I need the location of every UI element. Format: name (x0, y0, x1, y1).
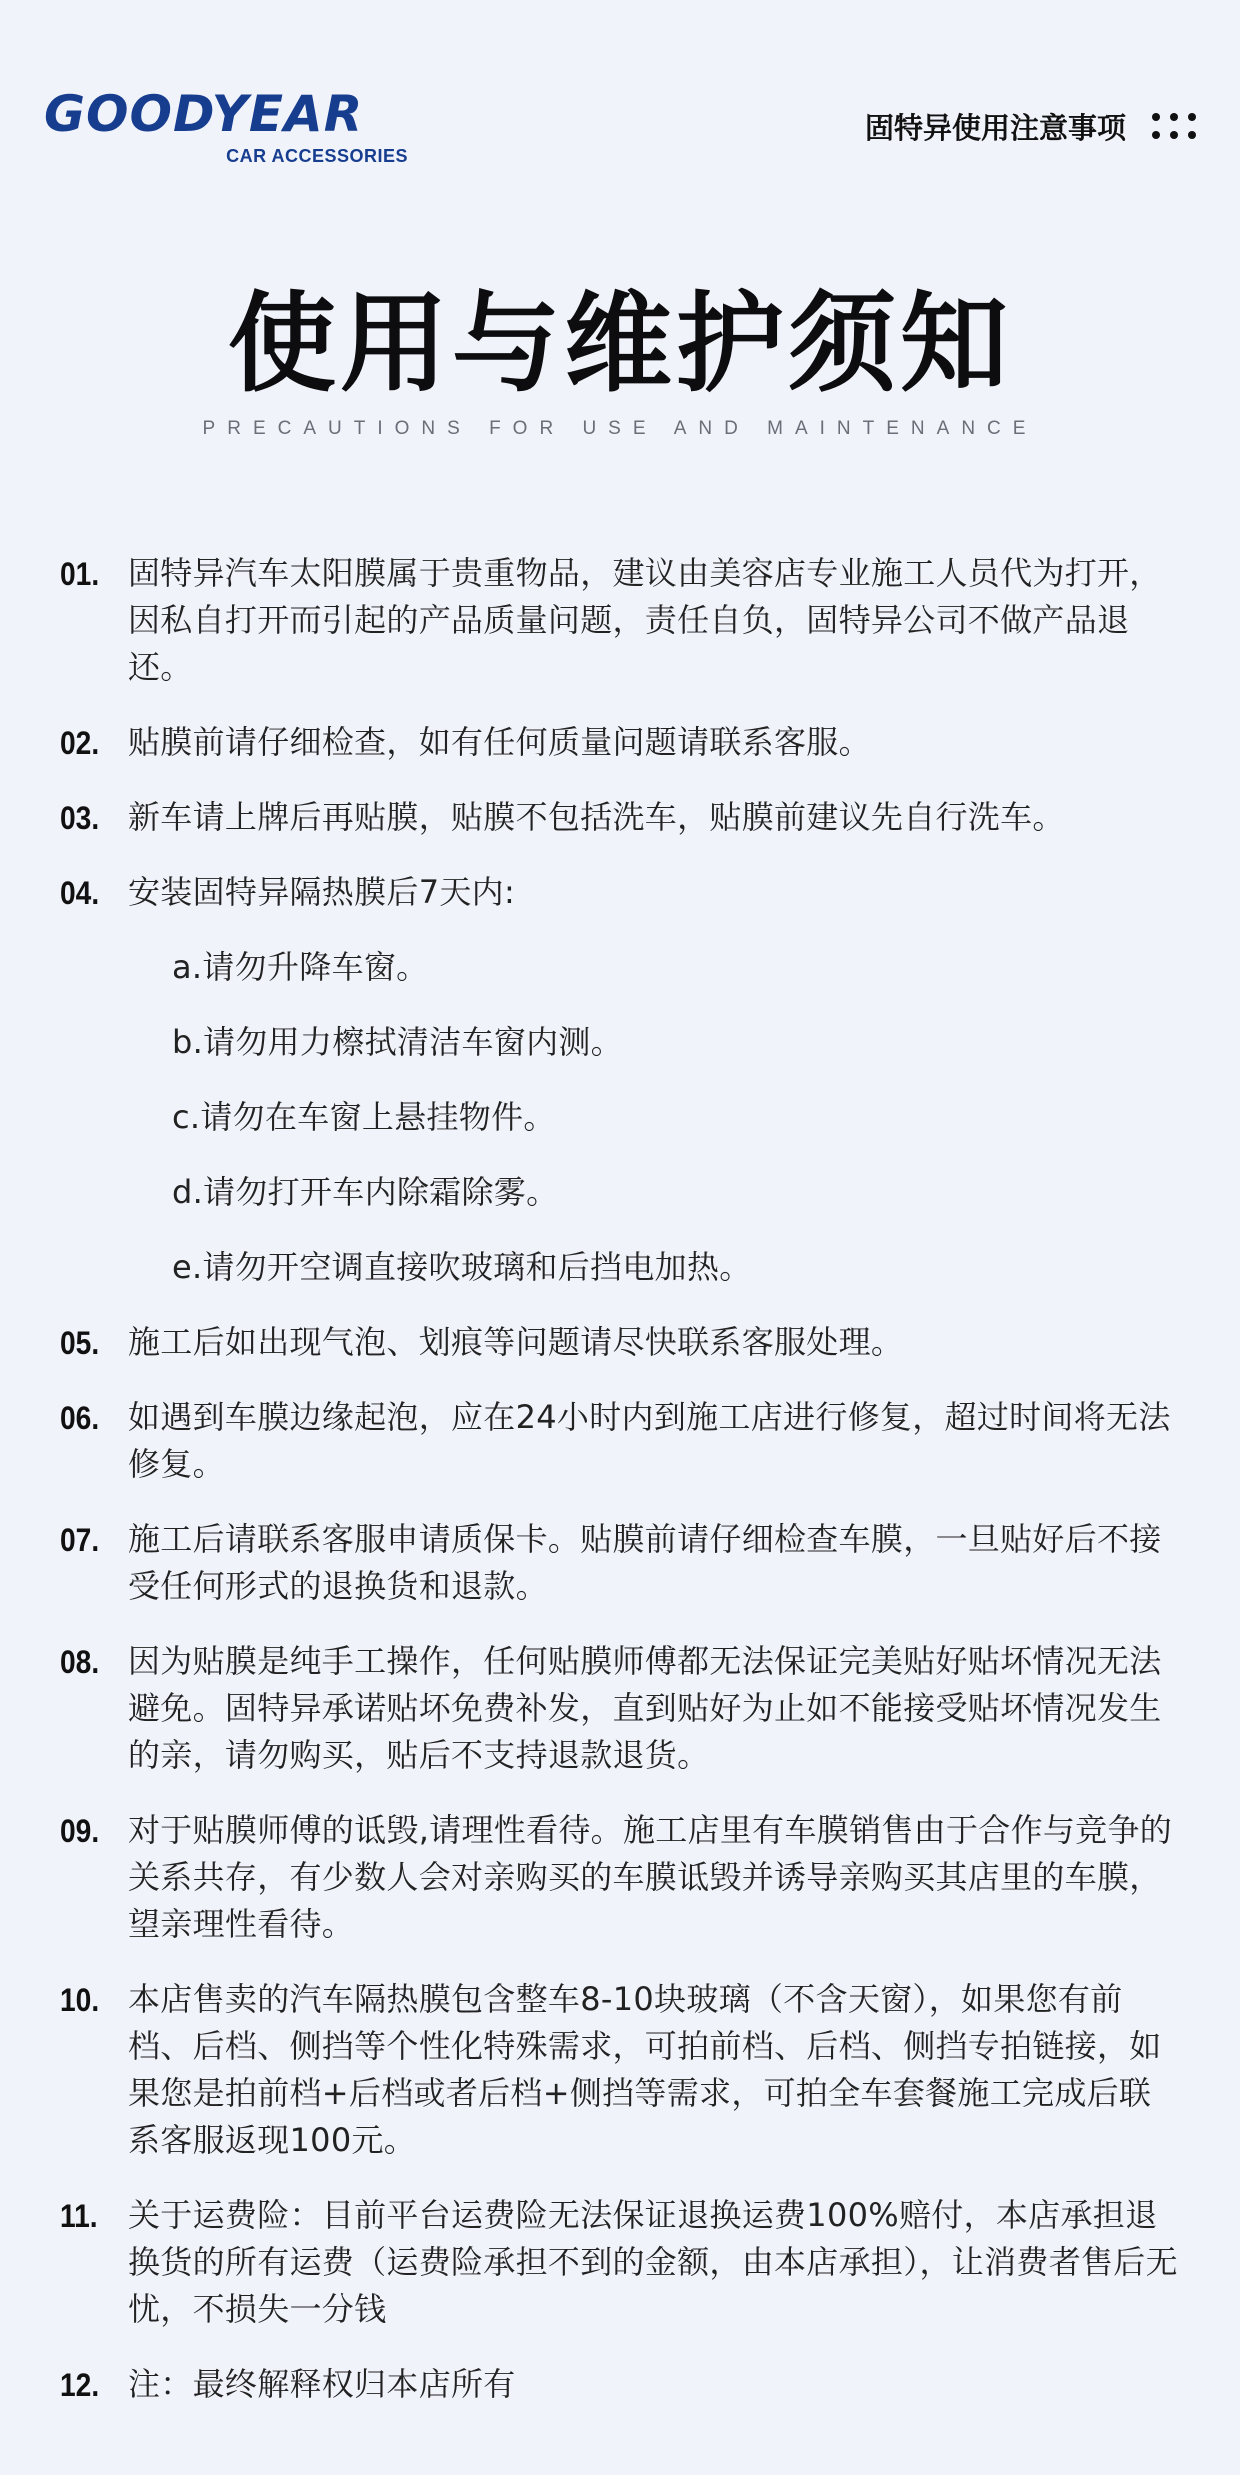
page-header (0, 0, 1240, 180)
item-text: 施工后如出现气泡、划痕等问题请尽快联系客服处理。 (128, 1323, 904, 1361)
item-text: 因为贴膜是纯手工操作，任何贴膜师傅都无法保证完美贴好贴坏情况无法避免。固特异承诺贴坏免费补发，直到贴好为止如不能接受贴坏情况发生的亲，请勿购买，贴后不支持退款退货。 (128, 1642, 1162, 1774)
winged-foot-icon (229, 104, 285, 144)
list-item (60, 1976, 1180, 2164)
list-item (60, 1394, 1180, 1488)
item-number: 03. (60, 800, 100, 836)
brand-subtitle: CAR ACCESSORIES (226, 146, 408, 166)
item-text: 对于贴膜师傅的诋毁,请理性看待。施工店里有车膜销售由于合作与竞争的关系共存，有少数人会对亲购买的车膜诋毁并诱导亲购买其店里的车膜，望亲理性看待。 (128, 1811, 1173, 1943)
item-number: 10. (60, 1982, 100, 2018)
item-text: 贴膜前请仔细检查，如有任何质量问题请联系客服。 (128, 723, 871, 761)
item-number: 06. (60, 1400, 100, 1436)
goodyear-logo (44, 84, 416, 174)
precautions-list (60, 550, 1180, 2436)
header-title: 固特异使用注意事项 (864, 111, 1126, 145)
sub-list-item: b.请勿用力檫拭清洁车窗内测。 (172, 1023, 623, 1061)
list-item (60, 719, 1180, 766)
item-text: 注：最终解释权归本店所有 (128, 2365, 516, 2403)
menu-dot (1152, 113, 1160, 121)
item-text: 关于运费险：目前平台运费险无法保证退换运费100%赔付，本店承担退换货的所有运费（运费险承担不到的金额，由本店承担），让消费者售后无忧，不损失一分钱 (128, 2196, 1178, 2328)
page-title: 使用与维护须知 (227, 282, 1012, 407)
item-text: 本店售卖的汽车隔热膜包含整车8-10块玻璃（不含天窗），如果您有前档、后档、侧挡等个性化特殊需求，可拍前档、后档、侧挡专拍链接，如果您是拍前档+后档或者后档+侧挡等需求，可拍全车套餐施工完成后联系客服返现100元。 (128, 1980, 1162, 2159)
menu-dot (1188, 113, 1196, 121)
item-number: 02. (60, 725, 100, 761)
item-number: 08. (60, 1644, 100, 1680)
more-dots-icon[interactable] (1152, 113, 1196, 141)
menu-dot (1152, 131, 1160, 139)
sub-list-item: e.请勿开空调直接吹玻璃和后挡电加热。 (172, 1248, 752, 1286)
list-item (60, 869, 1180, 916)
list-item (60, 1319, 1180, 1366)
sub-list-item: d.请勿打开车内除霜除雾。 (172, 1173, 559, 1211)
item-number: 09. (60, 1813, 100, 1849)
item-text: 固特异汽车太阳膜属于贵重物品，建议由美容店专业施工人员代为打开，因私自打开而引起的产品质量问题，责任自负，固特异公司不做产品退还。 (128, 554, 1162, 686)
item-number: 04. (60, 875, 100, 911)
item-text: 新车请上牌后再贴膜，贴膜不包括洗车，贴膜前建议先自行洗车。 (128, 798, 1065, 836)
list-item (60, 2361, 1180, 2408)
sub-list-item: c.请勿在车窗上悬挂物件。 (172, 1098, 556, 1136)
item-number: 12. (60, 2367, 100, 2403)
sub-list-item: a.请勿升降车窗。 (172, 948, 429, 986)
menu-dot (1170, 131, 1178, 139)
menu-dot (1188, 131, 1196, 139)
list-item (60, 794, 1180, 841)
list-item (60, 1807, 1180, 1948)
list-item (60, 2192, 1180, 2333)
list-item (60, 550, 1180, 691)
item-text: 施工后请联系客服申请质保卡。贴膜前请仔细检查车膜，一旦贴好后不接受任何形式的退换货和退款。 (128, 1520, 1162, 1605)
list-item (60, 1638, 1180, 1779)
page-subtitle: PRECAUTIONS FOR USE AND MAINTENANCE (202, 418, 1038, 439)
item-number: 05. (60, 1325, 100, 1361)
item-number: 11. (60, 2198, 98, 2234)
brand-wordmark: GOODYEAR (44, 85, 364, 143)
item-number: 01. (60, 556, 100, 592)
menu-dot (1170, 113, 1178, 121)
item-text: 安装固特异隔热膜后7天内: (128, 873, 516, 911)
list-item (60, 1516, 1180, 1610)
item-text: 如遇到车膜边缘起泡，应在24小时内到施工店进行修复，超过时间将无法修复。 (128, 1398, 1171, 1483)
item-number: 07. (60, 1522, 100, 1558)
